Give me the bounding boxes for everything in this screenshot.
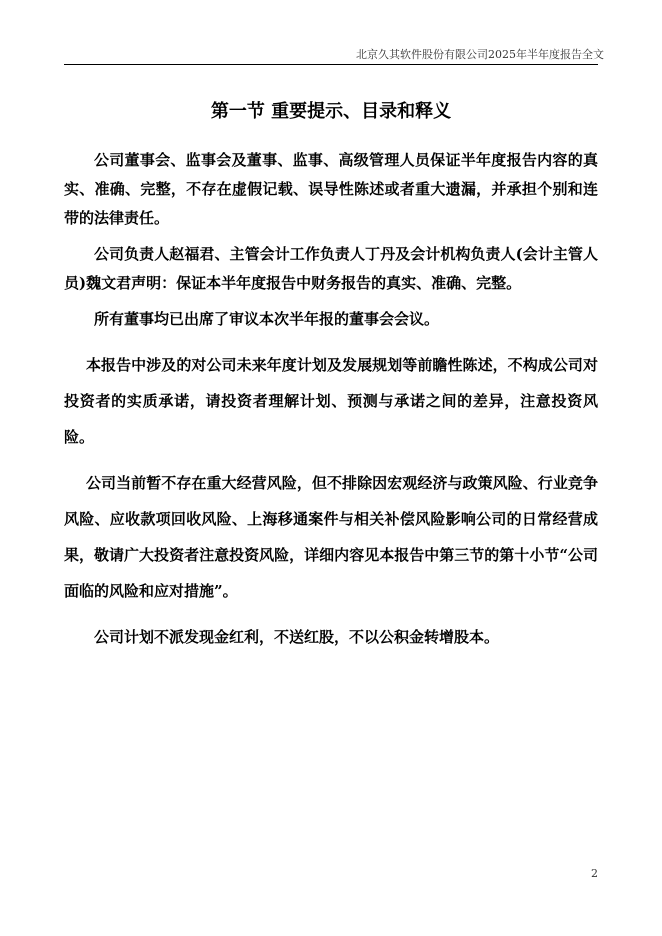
paragraph-board-guarantee: 公司董事会、监事会及董事、监事、高级管理人员保证半年度报告内容的真实、准确、完整，不存在虚假记载、误导性陈述或者重大遗漏，并承担个别和连带的法律责任。 [64, 151, 598, 227]
paragraph-directors-attendance: 所有董事均已出席了审议本次半年报的董事会会议。 [94, 310, 440, 328]
header-divider [64, 64, 598, 65]
paragraph-risk-notice: 公司当前暂不存在重大经营风险，但不排除因宏观经济与政策风险、行业竞争风险、应收款项回收风险、上海移通案件与相关补偿风险影响公司的日常经营成果，敬请广大投资者注意投资风险，详细内容见本报告中第三节的第十小节“公司面临的风险和应对措施”。 [64, 474, 598, 600]
page-number: 2 [591, 867, 598, 880]
page-header: 北京久其软件股份有限公司2025年半年度报告全文 [356, 48, 604, 61]
paragraph-dividend-plan: 公司计划不派发现金红利，不送红股，不以公积金转增股本。 [94, 628, 500, 646]
paragraph-forward-looking-statement: 本报告中涉及的对公司未来年度计划及发展规划等前瞻性陈述，不构成公司对投资者的实质承诺，请投资者理解计划、预测与承诺之间的差异，注意投资风险。 [64, 356, 598, 446]
paragraph-responsible-persons-statement: 公司负责人赵福君、主管会计工作负责人丁丹及会计机构负责人(会计主管人员)魏文君声明：保证本半年度报告中财务报告的真实、准确、完整。 [64, 245, 598, 292]
section-title: 第一节 重要提示、目录和释义 [210, 101, 452, 122]
